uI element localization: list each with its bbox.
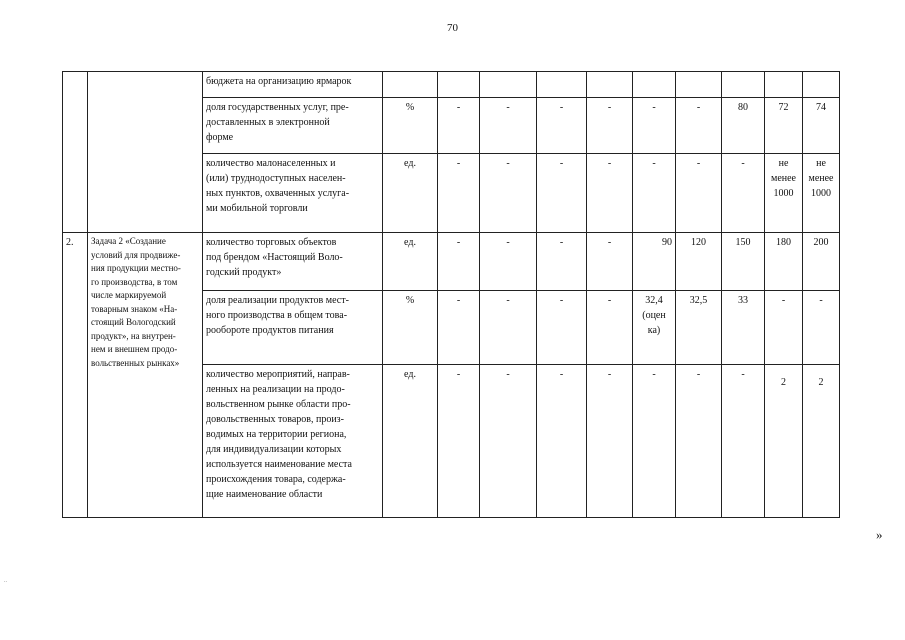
value-cell: -: [480, 154, 537, 233]
page-number: 70: [447, 22, 458, 34]
value-cell: -: [480, 98, 537, 154]
indicator-cell: количество торговых объектов под брендом «Настоящий Воло- годский продукт»: [203, 233, 383, 291]
value-cell: -: [587, 98, 633, 154]
value-cell: -: [587, 291, 633, 365]
value-cell: -: [676, 154, 722, 233]
value-cell: -: [438, 154, 480, 233]
value-cell: 80: [722, 98, 765, 154]
table-row: [63, 72, 840, 98]
unit-cell: %: [383, 291, 438, 365]
value-cell: -: [537, 233, 587, 291]
value-cell: [438, 72, 480, 98]
value-cell: -: [722, 365, 765, 518]
value-cell: -: [803, 291, 840, 365]
value-cell: -: [438, 291, 480, 365]
indicator-cell: бюджета на организацию ярмарок: [203, 72, 383, 98]
indicator-cell: доля государственных услуг, пре- доставленных в электронной форме: [203, 98, 383, 154]
closing-quote: »: [876, 527, 883, 542]
value-cell: 180: [765, 233, 803, 291]
row-number-cell: 2.: [63, 233, 88, 518]
unit-cell: ед.: [383, 365, 438, 518]
unit-cell: %: [383, 98, 438, 154]
value-cell: -: [587, 154, 633, 233]
value-cell: 150: [722, 233, 765, 291]
value-cell: 33: [722, 291, 765, 365]
value-cell: 32,5: [676, 291, 722, 365]
value-cell: 120: [676, 233, 722, 291]
value-cell: [765, 72, 803, 98]
value-cell: -: [765, 291, 803, 365]
task-cell: [88, 72, 203, 233]
unit-cell: [383, 72, 438, 98]
value-cell: [633, 72, 676, 98]
value-cell: -: [676, 98, 722, 154]
value-cell: -: [722, 154, 765, 233]
value-cell: [803, 72, 840, 98]
value-cell: -: [480, 291, 537, 365]
value-cell: [676, 72, 722, 98]
value-cell: 32,4 (оцен ка): [633, 291, 676, 365]
value-cell: -: [633, 365, 676, 518]
value-cell: 74: [803, 98, 840, 154]
indicator-cell: доля реализации продуктов мест- ного производства в общем това- рообороте продуктов питания: [203, 291, 383, 365]
value-cell: -: [676, 365, 722, 518]
value-cell: не менее 1000: [765, 154, 803, 233]
value-cell: 2: [765, 365, 803, 518]
value-cell: -: [537, 291, 587, 365]
scan-mark: ..: [4, 578, 7, 584]
indicators-table: [62, 71, 840, 518]
value-cell: -: [480, 233, 537, 291]
value-cell: [480, 72, 537, 98]
value-cell: -: [537, 365, 587, 518]
table-row: [63, 233, 840, 291]
row-number-cell: [63, 72, 88, 233]
value-cell: -: [438, 233, 480, 291]
value-cell: -: [537, 98, 587, 154]
value-cell: -: [438, 98, 480, 154]
value-cell: 90: [633, 233, 676, 291]
value-cell: -: [537, 154, 587, 233]
value-cell: -: [633, 154, 676, 233]
unit-cell: ед.: [383, 233, 438, 291]
value-cell: не менее 1000: [803, 154, 840, 233]
value-cell: [722, 72, 765, 98]
value-cell: -: [633, 98, 676, 154]
value-cell: [587, 72, 633, 98]
value-cell: 72: [765, 98, 803, 154]
value-cell: 200: [803, 233, 840, 291]
value-cell: 2: [803, 365, 840, 518]
value-cell: -: [438, 365, 480, 518]
indicator-cell: количество мероприятий, направ- ленных на реализации на продо- вольственном рынке области про- довольственных товаров, произ- водимых на территории региона, для индивидуализации которых используется наименование места происхождения товара, содержа- щие наименование области: [203, 365, 383, 518]
value-cell: -: [587, 233, 633, 291]
unit-cell: ед.: [383, 154, 438, 233]
indicator-cell: количество малонаселенных и (или) труднодоступных населен- ных пунктов, охваченных услуга- ми мобильной торговли: [203, 154, 383, 233]
value-cell: -: [587, 365, 633, 518]
task-cell: Задача 2 «Создание условий для продвиже- ния продукции местно- го производства, в том числе маркируемой товарным знаком «На- стоящий Вологодский продукт», на внутрен- нем и внешнем продо- вольственных рынках»: [88, 233, 203, 518]
value-cell: [537, 72, 587, 98]
value-cell: -: [480, 365, 537, 518]
